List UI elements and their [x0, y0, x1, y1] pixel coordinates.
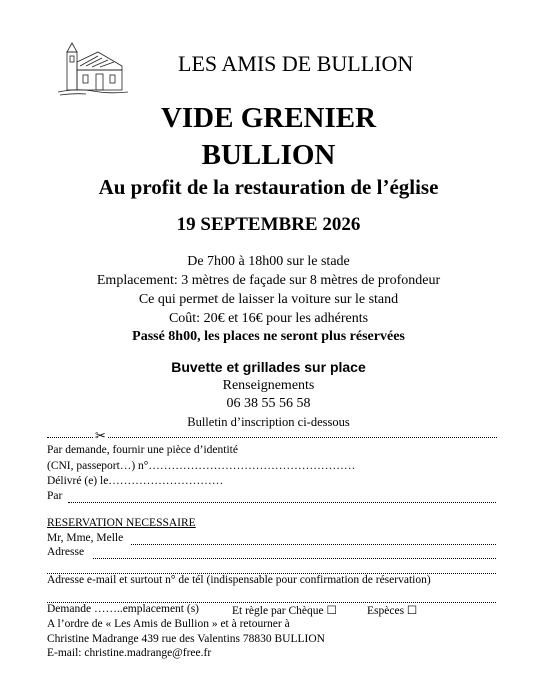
email-note: Adresse e-mail et surtout n° de tél (indispensable pour confirmation de réservation) — [47, 574, 431, 586]
bulletin-text: Bulletin d’inscription ci-dessous — [187, 415, 350, 429]
return-address: Christine Madrange 439 rue des Valentins 78830 BULLION — [47, 633, 325, 645]
detail-hours: De 7h00 à 18h00 sur le stade — [187, 254, 350, 269]
name-field-label: Mr, Mme, Melle — [47, 532, 124, 544]
ordre-text: A l’ordre de « Les Amis de Bullion » et à retourner à — [47, 618, 290, 630]
phone-number: 06 38 55 56 58 — [226, 396, 311, 411]
demande-text: Demande ……..emplacement (s) — [47, 603, 199, 615]
detail-notice: Passé 8h00, les places ne seront plus réservées — [132, 329, 405, 344]
name-field-line — [131, 544, 496, 545]
buvette-text: Buvette et grillades sur place — [171, 359, 366, 375]
renseignements-text: Renseignements — [222, 378, 315, 393]
par-field-line — [68, 502, 496, 503]
delivre-field: Délivré (e) le………………………… — [47, 475, 224, 487]
reservation-heading: RESERVATION NECESSAIRE — [47, 517, 196, 529]
cut-line — [47, 437, 497, 438]
event-title-line2: BULLION — [201, 139, 336, 171]
especes-checkbox[interactable]: Espèces ☐ — [367, 605, 418, 617]
event-title-line1: VIDE GRENIER — [160, 102, 377, 134]
scissors-icon: ✂ — [95, 428, 106, 443]
church-sketch-image — [58, 40, 128, 96]
detail-cost: Coût: 20€ et 16€ pour les adhérents — [168, 311, 369, 326]
adresse-field-line — [93, 558, 496, 559]
cheque-checkbox[interactable]: Et règle par Chèque ☐ — [232, 605, 337, 617]
id-request-text: Par demande, fournir une pièce d’identité — [47, 444, 238, 456]
event-subtitle: Au profit de la restauration de l’église — [98, 175, 439, 199]
detail-car: Ce qui permet de laisser la voiture sur le stand — [138, 292, 399, 307]
adresse-field-label: Adresse — [47, 546, 85, 558]
contact-email: E-mail: christine.madrange@free.fr — [47, 647, 212, 659]
par-field-label: Par — [47, 490, 63, 502]
cni-field: (CNI, passeport…) n°……………………………………………… — [47, 460, 356, 472]
detail-spot: Emplacement: 3 mètres de façade sur 8 mètres de profondeur — [96, 273, 441, 288]
org-name: LES AMIS DE BULLION — [178, 51, 414, 76]
event-date: 19 SEPTEMBRE 2026 — [176, 214, 361, 235]
